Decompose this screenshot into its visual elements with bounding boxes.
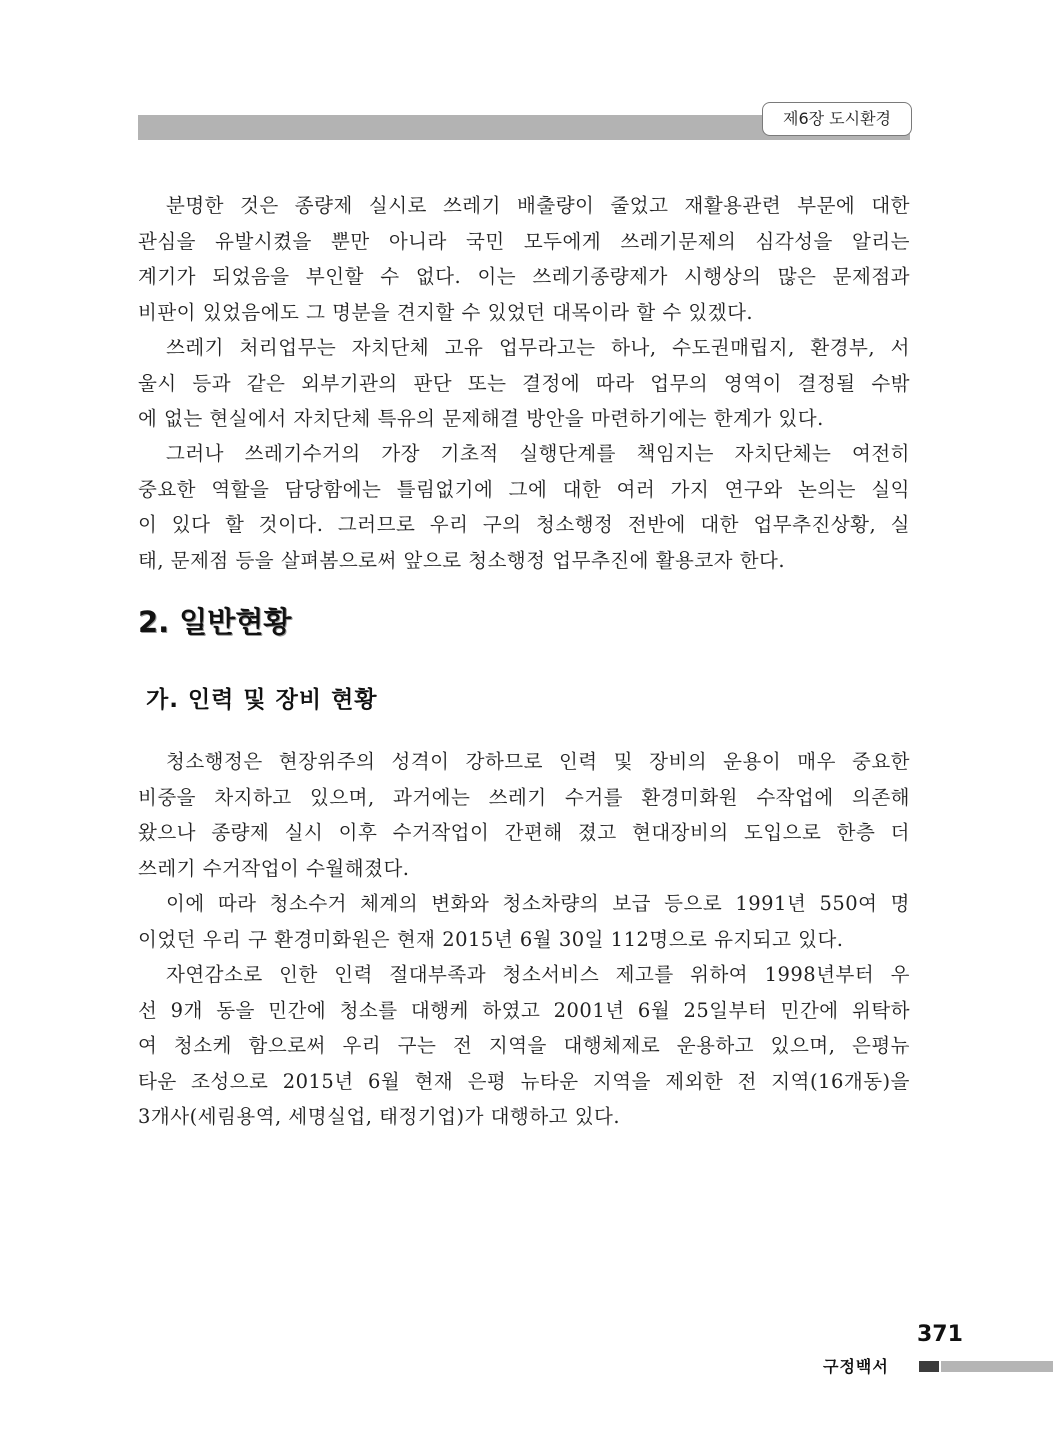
chapter-tab: 제6장 도시환경	[762, 102, 912, 136]
text-line: 비판이 있었음에도 그 명분을 견지할 수 있었던 대목이라 할 수 있겠다.	[138, 300, 754, 324]
text-line: 자연감소로 인한 인력 절대부족과 청소서비스 제고를 위하여 1998년부터 우	[166, 963, 910, 986]
text-line: 계기가 되었음을 부인할 수 없다. 이는 쓰레기종량제가 시행상의 많은 문제점과	[138, 265, 910, 288]
text-line: 쓰레기 수거작업이 수월해졌다.	[138, 856, 410, 880]
text-line: 타운 조성으로 2015년 6월 현재 은평 뉴타운 지역을 제외한 전 지역(16개동)을	[138, 1069, 910, 1093]
book-title: 구정백서	[823, 1357, 889, 1376]
intro-paragraph-1	[138, 188, 910, 330]
section-title: 2. 일반현황	[138, 605, 292, 639]
text-line: 여 청소케 함으로써 우리 구는 전 지역을 대행체제로 운용하고 있으며, 은평뉴	[138, 1034, 910, 1057]
text-line: 에 없는 현실에서 자치단체 특유의 문제해결 방안을 마련하기에는 한계가 있다.	[138, 407, 824, 430]
text-line: 그러나 쓰레기수거의 가장 기초적 실행단계를 책임지는 자치단체는 여전히	[166, 442, 910, 465]
intro-paragraph-3	[138, 436, 910, 578]
subsection-title: 가. 인력 및 장비 현황	[146, 687, 378, 713]
intro-paragraph-2	[138, 330, 910, 437]
text-line: 왔으나 종량제 실시 이후 수거작업이 간편해 졌고 현대장비의 도입으로 한층 더	[138, 821, 910, 844]
footer-bar-dark	[919, 1361, 939, 1372]
text-line: 분명한 것은 종량제 실시로 쓰레기 배출량이 줄었고 재활용관련 부문에 대한	[166, 194, 910, 217]
text-line: 중요한 역할을 담당함에는 틀림없기에 그에 대한 여러 가지 연구와 논의는 실익	[138, 477, 910, 501]
text-line: 이에 따라 청소수거 체계의 변화와 청소차량의 보급 등으로 1991년 550여 명	[166, 892, 910, 915]
text-line: 선 9개 동을 민간에 청소를 대행케 하였고 2001년 6월 25일부터 민간에 위탁하	[138, 998, 910, 1022]
text-line: 이 있다 할 것이다. 그러므로 우리 구의 청소행정 전반에 대한 업무추진상황, 실	[138, 513, 910, 536]
text-line: 청소행정은 현장위주의 성격이 강하므로 인력 및 장비의 운용이 매우 중요한	[166, 750, 910, 773]
text-line: 3개사(세림용역, 세명실업, 태정기업)가 대행하고 있다.	[138, 1105, 621, 1128]
text-line: 쓰레기 처리업무는 자치단체 고유 업무라고는 하나, 수도권매립지, 환경부, 서	[166, 336, 910, 359]
text-line: 관심을 유발시켰을 뿐만 아니라 국민 모두에게 쓰레기문제의 심각성을 알리는	[138, 229, 910, 253]
body-paragraph-2	[138, 886, 910, 957]
page-number: 371	[917, 1322, 963, 1347]
body-paragraph-3	[138, 957, 910, 1135]
body-paragraph-1	[138, 744, 910, 886]
text-line: 이었던 우리 구 환경미화원은 현재 2015년 6월 30일 112명으로 유지되고 있다.	[138, 927, 844, 951]
text-line: 울시 등과 같은 외부기관의 판단 또는 결정에 따라 업무의 영역이 결정될 수밖	[138, 371, 910, 395]
text-line: 비중을 차지하고 있으며, 과거에는 쓰레기 수거를 환경미화원 수작업에 의존해	[138, 785, 910, 809]
text-line: 태, 문제점 등을 살펴봄으로써 앞으로 청소행정 업무추진에 활용코자 한다.	[138, 548, 786, 572]
footer-bar-gray	[941, 1361, 1053, 1372]
